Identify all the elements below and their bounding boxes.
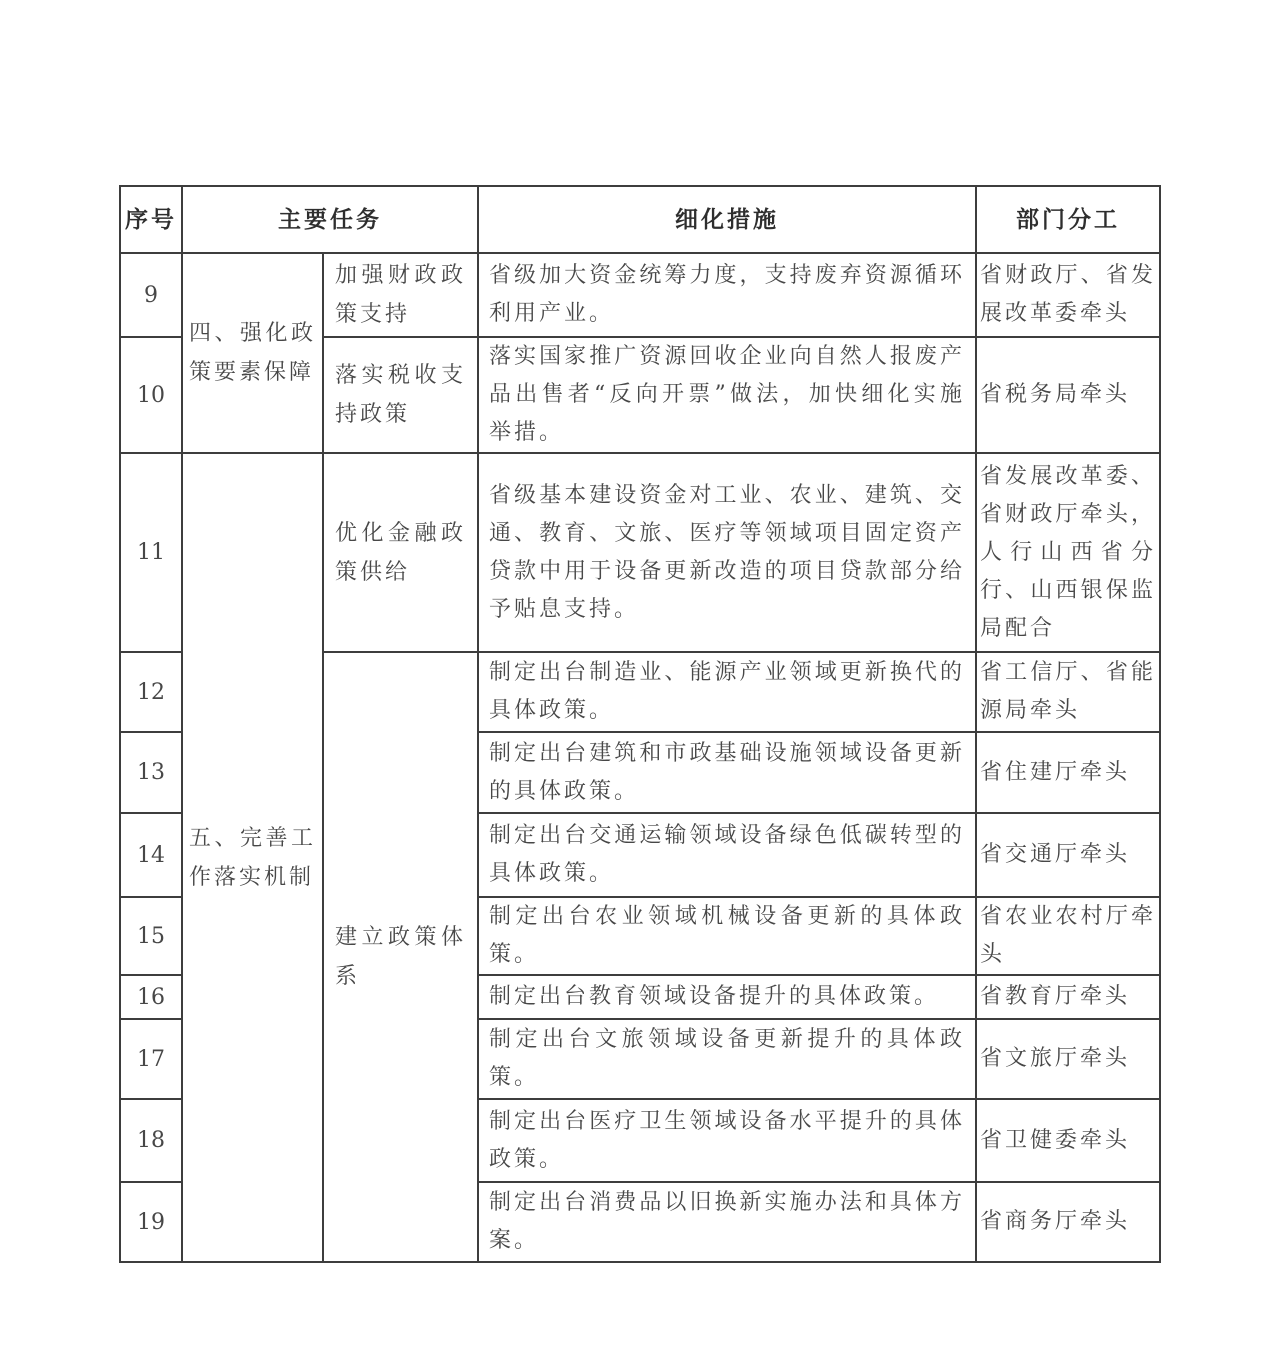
cell-group-4: 四、强化政策要素保障 [182,253,323,453]
header-cell-seq: 序号 [120,186,182,253]
table-row [120,453,1160,652]
cell-dept: 省财政厅、省发展改革委牵头 [976,253,1160,337]
cell-task: 落实税收支持政策 [323,337,478,453]
cell-measure: 制定出台交通运输领域设备绿色低碳转型的具体政策。 [478,813,976,897]
cell-task: 建立政策体系 [323,652,478,1262]
cell-seq: 10 [120,337,182,453]
cell-measure: 落实国家推广资源回收企业向自然人报废产品出售者“反向开票”做法，加快细化实施举措。 [478,337,976,453]
cell-seq: 11 [120,453,182,652]
header-cell-dept: 部门分工 [976,186,1160,253]
cell-measure: 省级加大资金统筹力度，支持废弃资源循环利用产业。 [478,253,976,337]
cell-measure: 制定出台农业领域机械设备更新的具体政策。 [478,897,976,975]
cell-seq: 17 [120,1019,182,1099]
cell-task: 加强财政政策支持 [323,253,478,337]
header-cell-measure: 细化措施 [478,186,976,253]
cell-dept: 省发展改革委、省财政厅牵头，人行山西省分行、山西银保监局配合 [976,453,1160,652]
cell-seq: 13 [120,732,182,813]
task-table [119,185,1161,1263]
cell-dept: 省商务厅牵头 [976,1182,1160,1262]
cell-group-5: 五、完善工作落实机制 [182,453,323,1262]
cell-dept: 省税务局牵头 [976,337,1160,453]
cell-measure: 制定出台制造业、能源产业领域更新换代的具体政策。 [478,652,976,732]
cell-measure: 制定出台消费品以旧换新实施办法和具体方案。 [478,1182,976,1262]
cell-seq: 16 [120,975,182,1019]
cell-dept: 省教育厅牵头 [976,975,1160,1019]
table-row [120,253,1160,337]
cell-dept: 省卫健委牵头 [976,1099,1160,1182]
cell-measure: 制定出台医疗卫生领域设备水平提升的具体政策。 [478,1099,976,1182]
cell-dept: 省交通厅牵头 [976,813,1160,897]
cell-measure: 制定出台教育领域设备提升的具体政策。 [478,975,976,1019]
cell-task: 优化金融政策供给 [323,453,478,652]
cell-seq: 15 [120,897,182,975]
cell-dept: 省工信厅、省能源局牵头 [976,652,1160,732]
cell-dept: 省农业农村厅牵头 [976,897,1160,975]
cell-seq: 14 [120,813,182,897]
cell-measure: 省级基本建设资金对工业、农业、建筑、交通、教育、文旅、医疗等领域项目固定资产贷款中用于设备更新改造的项目贷款部分给予贴息支持。 [478,453,976,652]
cell-dept: 省文旅厅牵头 [976,1019,1160,1099]
cell-measure: 制定出台建筑和市政基础设施领域设备更新的具体政策。 [478,732,976,813]
header-row [120,186,1160,253]
cell-seq: 19 [120,1182,182,1262]
cell-seq: 12 [120,652,182,732]
cell-measure: 制定出台文旅领域设备更新提升的具体政策。 [478,1019,976,1099]
cell-dept: 省住建厅牵头 [976,732,1160,813]
header-cell-task: 主要任务 [182,186,478,253]
cell-seq: 18 [120,1099,182,1182]
cell-seq: 9 [120,253,182,337]
